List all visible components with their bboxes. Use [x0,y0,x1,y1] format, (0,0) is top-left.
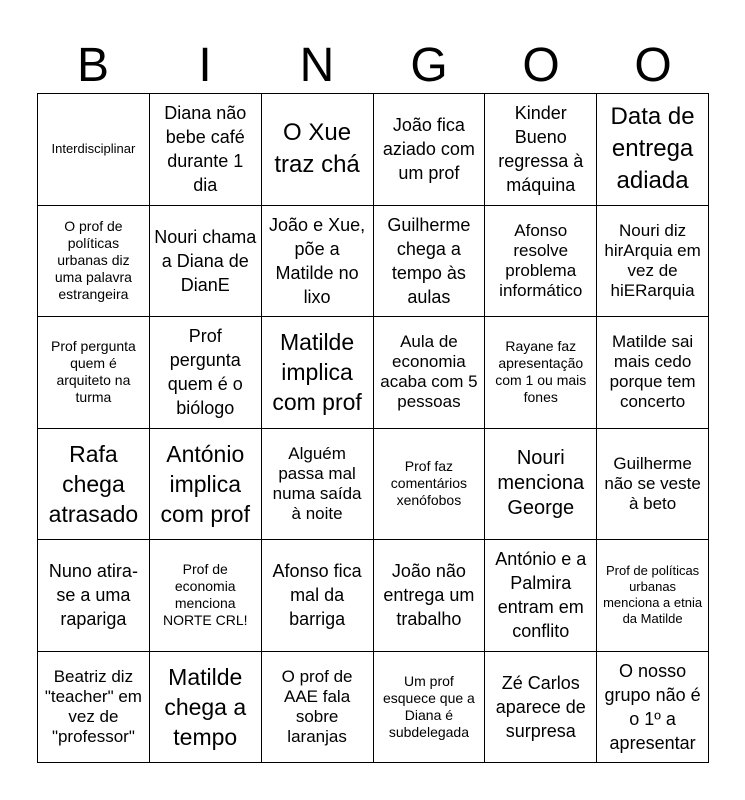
cell-text: Guilherme chega a tempo às aulas [387,214,471,307]
bingo-cell[interactable] [374,540,486,652]
bingo-cell[interactable] [150,94,262,206]
bingo-cell[interactable] [374,429,486,541]
cell-text: Prof faz comentários xenófobos [390,458,468,509]
bingo-cell[interactable] [38,94,150,206]
cell-text: João não entrega um trabalho [383,561,475,630]
cell-text: Kinder Bueno regressa à máquina [498,103,584,196]
bingo-cell[interactable] [262,429,374,541]
cell-text: Prof pergunta quem é arquiteto na turma [50,338,136,406]
cell-text: Nuno atira-se a uma rapariga [48,561,138,630]
bingo-cell[interactable] [150,540,262,652]
header-letter-i: I [198,39,212,92]
bingo-cell[interactable] [597,429,709,541]
bingo-cell[interactable] [485,652,597,764]
cell-text: O prof de políticas urbanas diz uma palavra estrangeira [54,218,132,303]
bingo-cell[interactable] [597,94,709,206]
header-letter-o: O [522,39,560,92]
cell-text: Matilde implica com prof [272,329,362,416]
cell-text: Afonso fica mal da barriga [272,561,362,630]
bingo-cell[interactable] [597,317,709,429]
header-letter-n: N [299,39,335,92]
header-letter-o-2: O [634,39,672,92]
cell-text: Afonso resolve problema informático [499,220,583,300]
bingo-cell[interactable] [262,94,374,206]
cell-text: Matilde sai mais cedo porque tem concerto [609,332,696,412]
bingo-cell[interactable] [485,94,597,206]
bingo-cell[interactable] [150,652,262,764]
bingo-cell[interactable] [374,94,486,206]
cell-text: Alguém passa mal numa saída à noite [272,443,362,523]
bingo-cell[interactable] [374,652,486,764]
cell-text: Um prof esquece que a Diana é subdelegada [382,672,475,740]
cell-text: Guilherme não se veste à beto [604,453,701,513]
bingo-cell[interactable] [485,206,597,318]
bingo-cell[interactable] [38,429,150,541]
bingo-cell[interactable] [262,317,374,429]
bingo-cell[interactable] [485,317,597,429]
cell-text: Prof de economia menciona NORTE CRL! [162,561,248,629]
bingo-cell[interactable] [38,652,150,764]
cell-text: António e a Palmira entram em conflito [495,549,587,642]
bingo-cell[interactable] [262,652,374,764]
bingo-header [37,38,709,94]
bingo-card-grid [37,93,709,763]
bingo-cell[interactable] [374,206,486,318]
cell-text: Nouri menciona George [497,447,585,520]
cell-text: Data de entrega adiada [610,103,695,195]
cell-text: Diana não bebe café durante 1 dia [164,103,247,196]
cell-text: O nosso grupo não é o 1º a apresentar [604,660,701,753]
cell-text: Interdisciplinar [51,141,136,157]
cell-text: Matilde chega a tempo [164,663,247,750]
cell-text: Rafa chega atrasado [48,440,139,527]
cell-text: O prof de AAE fala sobre laranjas [281,666,353,746]
bingo-cell[interactable] [262,540,374,652]
cell-text: Nouri diz hirArquia em vez de hiERarquia [604,220,701,300]
bingo-cell[interactable] [38,317,150,429]
cell-text: João e Xue, põe a Matilde no lixo [269,214,366,307]
cell-text: Aula de economia acaba com 5 pessoas [380,332,478,412]
cell-text: António implica com prof [160,440,250,527]
cell-text: Beatriz diz "teacher" em vez de "professor" [44,666,142,746]
bingo-cell[interactable] [262,206,374,318]
header-letter-g: G [410,39,448,92]
cell-text: Prof de políticas urbanas menciona a etnia da Matilde [603,563,703,627]
header-letter-b: B [76,39,109,92]
bingo-cell[interactable] [38,540,150,652]
cell-text: João fica aziado com um prof [382,115,475,184]
cell-text: Prof pergunta quem é o biólogo [167,326,243,419]
bingo-cell[interactable] [597,652,709,764]
bingo-cell[interactable] [485,429,597,541]
bingo-cell[interactable] [597,540,709,652]
bingo-cell[interactable] [485,540,597,652]
bingo-cell[interactable] [150,317,262,429]
cell-text: Zé Carlos aparece de surpresa [495,672,586,741]
bingo-cell[interactable] [597,206,709,318]
cell-text: Rayane faz apresentação com 1 ou mais fones [495,338,587,406]
cell-text: Nouri chama a Diana de DianE [154,226,257,295]
bingo-cell[interactable] [374,317,486,429]
bingo-cell[interactable] [150,429,262,541]
bingo-cell[interactable] [150,206,262,318]
cell-text: O Xue traz chá [274,119,360,179]
bingo-cell[interactable] [38,206,150,318]
